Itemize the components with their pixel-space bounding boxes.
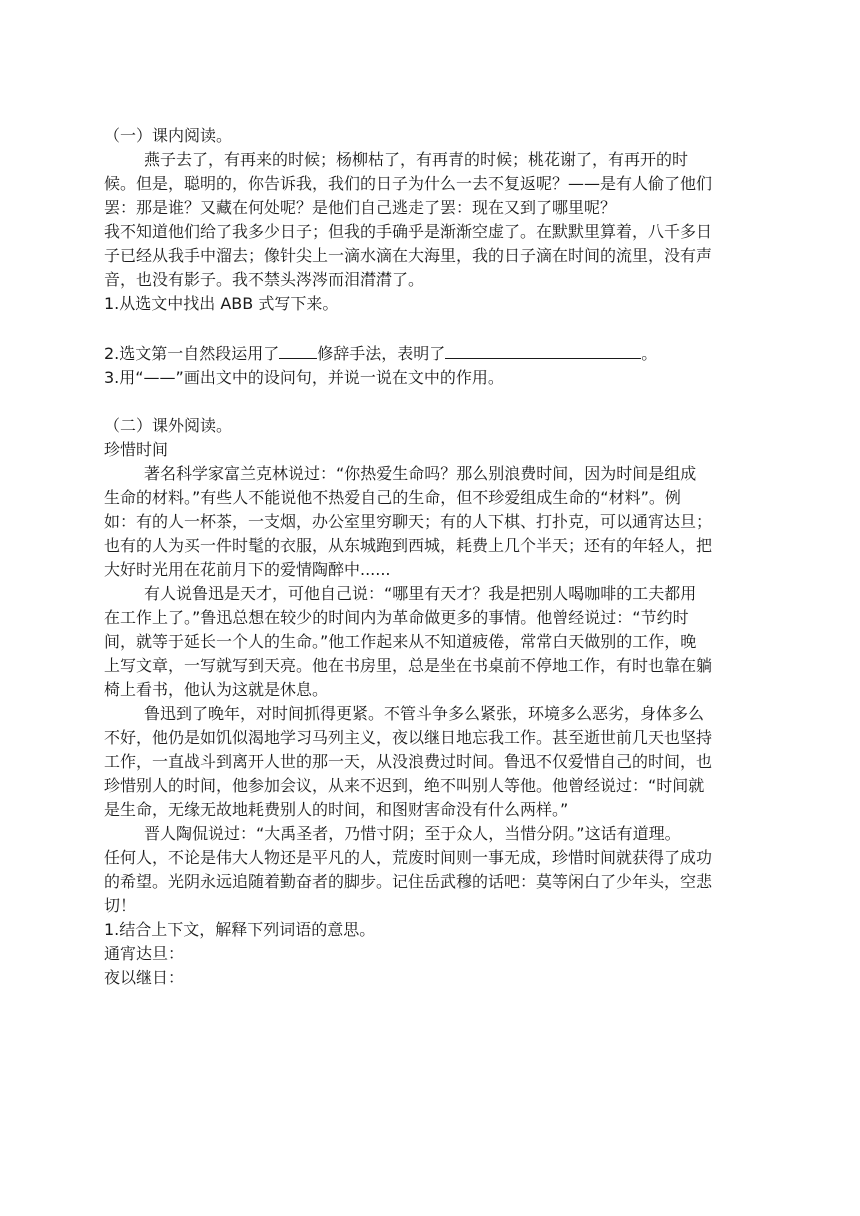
question-2-text-a: 2.选文第一自然段运用了 bbox=[104, 344, 280, 363]
document-page bbox=[104, 124, 764, 990]
article-p2-line: 有人说鲁迅是天才，可他自己说：“哪里有天才？我是把别人喝咖啡的工夫都用 bbox=[144, 584, 697, 603]
article-p3-line: 珍惜别人的时间，他参加会议，从来不迟到，绝不叫别人等他。他曾经说过：“时间就 bbox=[104, 776, 705, 795]
section1-heading: （一）课内阅读。 bbox=[104, 126, 233, 145]
article-p3-line: 不好，他仍是如饥似渴地学习马列主义，夜以继日地忘我工作。甚至逝世前几天也坚持 bbox=[104, 728, 713, 747]
answer-blank-meaning[interactable] bbox=[445, 340, 641, 359]
question-2-text-b: 修辞手法，表明了 bbox=[317, 344, 446, 363]
answer-blank-rhetoric[interactable] bbox=[279, 340, 317, 359]
question-2 bbox=[104, 340, 764, 366]
article-p3-line: 鲁迅到了晚年，对时间抓得更紧。不管斗争多么紧张，环境多么恶劣，身体多么 bbox=[144, 704, 705, 723]
article-p1-line: 著名科学家富兰克林说过：“你热爱生命吗？那么别浪费时间，因为时间是组成 bbox=[144, 464, 697, 483]
article-title: 珍惜时间 bbox=[104, 440, 169, 459]
answer-space bbox=[104, 390, 764, 414]
passage2-line: 我不知道他们给了我多少日子；但我的手确乎是渐渐空虚了。在默默里算着，八千多日 bbox=[104, 222, 713, 241]
article-p1-line: 也有的人为买一件时髦的衣服，从东城跑到西城，耗费上几个半天；还有的年轻人，把 bbox=[104, 536, 713, 555]
answer-space bbox=[104, 316, 764, 340]
article-p2-line: 间，就等于延长一个人的生命。”他工作起来从不知道疲倦，常常白天做别的工作，晚 bbox=[104, 632, 697, 651]
section2-heading: （二）课外阅读。 bbox=[104, 416, 233, 435]
article-p2-line: 椅上看书，他认为这就是休息。 bbox=[104, 680, 329, 699]
article-p4-line: 切！ bbox=[104, 896, 137, 915]
article-p1-line: 如：有的人一杯茶，一支烟，办公室里穷聊天；有的人下棋、打扑克，可以通宵达旦； bbox=[104, 512, 713, 531]
passage1-line: 罢：那是谁？又藏在何处呢？是他们自己逃走了罢：现在又到了哪里呢？ bbox=[104, 198, 617, 217]
term-yeyijiri: 夜以继日： bbox=[104, 968, 185, 987]
article-p1-line: 大好时光用在花前月下的爱情陶醉中...... bbox=[104, 560, 391, 579]
question-2-end: 。 bbox=[641, 344, 658, 363]
article-p4-line: 任何人，不论是伟大人物还是平凡的人，荒废时间则一事无成，珍惜时间就获得了成功 bbox=[104, 848, 713, 867]
question-1: 1.从选文中找出 ABB 式写下来。 bbox=[104, 294, 339, 313]
article-p2-line: 上写文章，一写就写到天亮。他在书房里，总是坐在书桌前不停地工作，有时也靠在躺 bbox=[104, 656, 713, 675]
term-tongxiaodadan: 通宵达旦： bbox=[104, 944, 185, 963]
article-p4-line: 的希望。光阴永远追随着勤奋者的脚步。记住岳武穆的话吧：莫等闲白了少年头，空悲 bbox=[104, 872, 713, 891]
article-p3-line: 是生命，无缘无故地耗费别人的时间，和图财害命没有什么两样。” bbox=[104, 800, 569, 819]
passage2-line: 音，也没有影子。我不禁头涔涔而泪潸潸了。 bbox=[104, 270, 425, 289]
section2-question-1: 1.结合上下文，解释下列词语的意思。 bbox=[104, 920, 376, 939]
article-p2-line: 在工作上了。”鲁迅总想在较少的时间内为革命做更多的事情。他曾经说过：“节约时 bbox=[104, 608, 689, 627]
question-3: 3.用“——”画出文中的设问句，并说一说在文中的作用。 bbox=[104, 368, 504, 387]
passage1-line: 候。但是，聪明的，你告诉我，我们的日子为什么一去不复返呢？——是有人偷了他们 bbox=[104, 174, 713, 193]
article-p4-line: 晋人陶侃说过：“大禹圣者，乃惜寸阴；至于众人，当惜分阴。”这话有道理。 bbox=[144, 824, 681, 843]
passage1-line: 燕子去了，有再来的时候；杨柳枯了，有再青的时候；桃花谢了，有再开的时 bbox=[144, 150, 689, 169]
article-p1-line: 生命的材料。”有些人不能说他不热爱自己的生命，但不珍爱组成生命的“材料”。例 bbox=[104, 488, 681, 507]
article-p3-line: 工作，一直战斗到离开人世的那一天，从没浪费过时间。鲁迅不仅爱惜自己的时间，也 bbox=[104, 752, 713, 771]
passage2-line: 子已经从我手中溜去；像针尖上一滴水滴在大海里，我的日子滴在时间的流里，没有声 bbox=[104, 246, 713, 265]
